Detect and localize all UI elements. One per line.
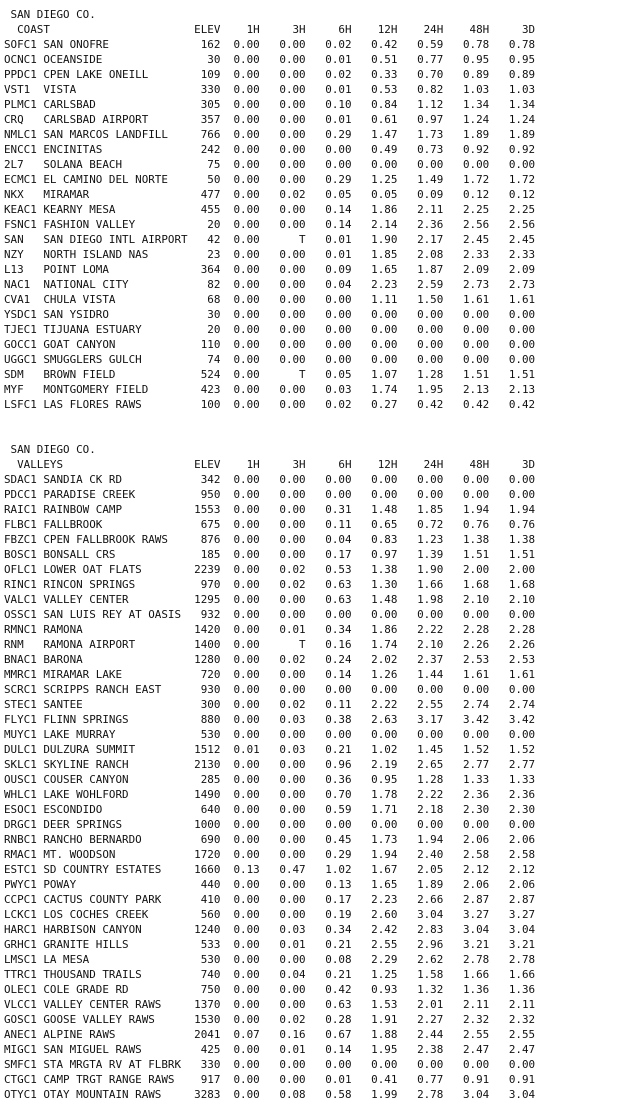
station-row: CCPC1 CACTUS COUNTY PARK 410 0.00 0.00 0.17 2.23 2.66 2.87 2.87 — [4, 893, 536, 906]
section-gap — [4, 412, 535, 442]
station-row: GOSC1 GOOSE VALLEY RAWS 1530 0.00 0.02 0.28 1.91 2.27 2.32 2.32 — [4, 1013, 536, 1026]
station-row: VALC1 VALLEY CENTER 1295 0.00 0.00 0.63 1.48 1.98 2.10 2.10 — [4, 593, 536, 606]
station-row: CTGC1 CAMP TRGT RANGE RAWS 917 0.00 0.00 0.01 0.41 0.77 0.91 0.91 — [4, 1073, 536, 1086]
station-row: BOSC1 BONSALL CRS 185 0.00 0.00 0.17 0.97 1.39 1.51 1.51 — [4, 548, 536, 561]
station-row: SOFC1 SAN ONOFRE 162 0.00 0.00 0.02 0.42 0.59 0.78 0.78 — [4, 38, 536, 51]
station-row: UGGC1 SMUGGLERS GULCH 74 0.00 0.00 0.00 0.00 0.00 0.00 0.00 — [4, 353, 536, 366]
station-row: RMNC1 RAMONA 1420 0.00 0.01 0.34 1.86 2.22 2.28 2.28 — [4, 623, 536, 636]
station-row: RINC1 RINCON SPRINGS 970 0.00 0.02 0.63 1.30 1.66 1.68 1.68 — [4, 578, 536, 591]
station-row: DULC1 DULZURA SUMMIT 1512 0.01 0.03 0.21 1.02 1.45 1.52 1.52 — [4, 743, 536, 756]
station-row: SMFC1 STA MRGTA RV AT FLBRK 330 0.00 0.00 0.00 0.00 0.00 0.00 0.00 — [4, 1058, 536, 1071]
station-row: PPDC1 CPEN LAKE ONEILL 109 0.00 0.00 0.02 0.33 0.70 0.89 0.89 — [4, 68, 536, 81]
station-row: RNBC1 RANCHO BERNARDO 690 0.00 0.00 0.45 1.73 1.94 2.06 2.06 — [4, 833, 536, 846]
station-row: FLBC1 FALLBROOK 675 0.00 0.00 0.11 0.65 0.72 0.76 0.76 — [4, 518, 536, 531]
station-row: LSFC1 LAS FLORES RAWS 100 0.00 0.00 0.02 0.27 0.42 0.42 0.42 — [4, 398, 536, 411]
station-row: OSSC1 SAN LUIS REY AT OASIS 932 0.00 0.00 0.00 0.00 0.00 0.00 0.00 — [4, 608, 536, 621]
station-row: TTRC1 THOUSAND TRAILS 740 0.00 0.04 0.21 1.25 1.58 1.66 1.66 — [4, 968, 536, 981]
station-row: PLMC1 CARLSBAD 305 0.00 0.00 0.10 0.84 1.12 1.34 1.34 — [4, 98, 536, 111]
station-row: CRQ CARLSBAD AIRPORT 357 0.00 0.00 0.01 0.61 0.97 1.24 1.24 — [4, 113, 536, 126]
station-row: 2L7 SOLANA BEACH 75 0.00 0.00 0.00 0.00 0.00 0.00 0.00 — [4, 158, 536, 171]
station-row: FBZC1 CPEN FALLBROOK RAWS 876 0.00 0.00 0.04 0.83 1.23 1.38 1.38 — [4, 533, 536, 546]
station-row: FSNC1 FASHION VALLEY 20 0.00 0.00 0.14 2.14 2.36 2.56 2.56 — [4, 218, 536, 231]
station-row: BNAC1 BARONA 1280 0.00 0.02 0.24 2.02 2.37 2.53 2.53 — [4, 653, 536, 666]
station-row: SCRC1 SCRIPPS RANCH EAST 930 0.00 0.00 0.00 0.00 0.00 0.00 0.00 — [4, 683, 536, 696]
station-row: NZY NORTH ISLAND NAS 23 0.00 0.00 0.01 1.85 2.08 2.33 2.33 — [4, 248, 536, 261]
station-row: NAC1 NATIONAL CITY 82 0.00 0.00 0.04 2.23 2.59 2.73 2.73 — [4, 278, 536, 291]
station-row: L13 POINT LOMA 364 0.00 0.00 0.09 1.65 1.87 2.09 2.09 — [4, 263, 536, 276]
station-row: FLYC1 FLINN SPRINGS 880 0.00 0.03 0.38 2.63 3.17 3.42 3.42 — [4, 713, 536, 726]
station-row: NKX MIRAMAR 477 0.00 0.02 0.05 0.05 0.09 0.12 0.12 — [4, 188, 536, 201]
station-row: ESOC1 ESCONDIDO 640 0.00 0.00 0.59 1.71 2.18 2.30 2.30 — [4, 803, 536, 816]
station-row: MMRC1 MIRAMAR LAKE 720 0.00 0.00 0.14 1.26 1.44 1.61 1.61 — [4, 668, 536, 681]
station-row: OFLC1 LOWER OAT FLATS 2239 0.00 0.02 0.53 1.38 1.90 2.00 2.00 — [4, 563, 536, 576]
station-row: VST1 VISTA 330 0.00 0.00 0.01 0.53 0.82 1.03 1.03 — [4, 83, 536, 96]
station-row: OUSC1 COUSER CANYON 285 0.00 0.00 0.36 0.95 1.28 1.33 1.33 — [4, 773, 536, 786]
station-row: RMAC1 MT. WOODSON 1720 0.00 0.00 0.29 1.94 2.40 2.58 2.58 — [4, 848, 536, 861]
station-row: NMLC1 SAN MARCOS LANDFILL 766 0.00 0.00 0.29 1.47 1.73 1.89 1.89 — [4, 128, 536, 141]
station-row: ANEC1 ALPINE RAWS 2041 0.07 0.16 0.67 1.88 2.44 2.55 2.55 — [4, 1028, 536, 1041]
station-row: KEAC1 KEARNY MESA 455 0.00 0.00 0.14 1.86 2.11 2.25 2.25 — [4, 203, 536, 216]
station-row: OCNC1 OCEANSIDE 30 0.00 0.00 0.01 0.51 0.77 0.95 0.95 — [4, 53, 536, 66]
county-heading: SAN DIEGO CO. — [4, 8, 96, 21]
station-row: ECMC1 EL CAMINO DEL NORTE 50 0.00 0.00 0.29 1.25 1.49 1.72 1.72 — [4, 173, 536, 186]
county-heading: SAN DIEGO CO. — [4, 443, 96, 456]
station-row: PDCC1 PARADISE CREEK 950 0.00 0.00 0.00 0.00 0.00 0.00 0.00 — [4, 488, 536, 501]
station-row: GRHC1 GRANITE HILLS 533 0.00 0.01 0.21 2.55 2.96 3.21 3.21 — [4, 938, 536, 951]
station-row: OTYC1 OTAY MOUNTAIN RAWS 3283 0.00 0.08 0.58 1.99 2.78 3.04 3.04 — [4, 1088, 536, 1101]
station-row: VLCC1 VALLEY CENTER RAWS 1370 0.00 0.00 0.63 1.53 2.01 2.11 2.11 — [4, 998, 536, 1011]
station-row: LMSC1 LA MESA 530 0.00 0.00 0.08 2.29 2.62 2.78 2.78 — [4, 953, 536, 966]
station-row: TJEC1 TIJUANA ESTUARY 20 0.00 0.00 0.00 0.00 0.00 0.00 0.00 — [4, 323, 536, 336]
station-row: PWYC1 POWAY 440 0.00 0.00 0.13 1.65 1.89 2.06 2.06 — [4, 878, 536, 891]
region-header-row: VALLEYS ELEV 1H 3H 6H 12H 24H 48H 3D — [4, 458, 536, 471]
station-row: MIGC1 SAN MIGUEL RAWS 425 0.00 0.01 0.14 1.95 2.38 2.47 2.47 — [4, 1043, 536, 1056]
station-row: RNM RAMONA AIRPORT 1400 0.00 T 0.16 1.74 2.10 2.26 2.26 — [4, 638, 536, 651]
station-row: DRGC1 DEER SPRINGS 1000 0.00 0.00 0.00 0.00 0.00 0.00 0.00 — [4, 818, 536, 831]
station-row: SDM BROWN FIELD 524 0.00 T 0.05 1.07 1.28 1.51 1.51 — [4, 368, 536, 381]
station-row: OLEC1 COLE GRADE RD 750 0.00 0.00 0.42 0.93 1.32 1.36 1.36 — [4, 983, 536, 996]
region-header-row: COAST ELEV 1H 3H 6H 12H 24H 48H 3D — [4, 23, 536, 36]
station-row: YSDC1 SAN YSIDRO 30 0.00 0.00 0.00 0.00 0.00 0.00 0.00 — [4, 308, 536, 321]
rainfall-report — [4, 7, 535, 1102]
station-row: WHLC1 LAKE WOHLFORD 1490 0.00 0.00 0.70 1.78 2.22 2.36 2.36 — [4, 788, 536, 801]
station-row: MUYC1 LAKE MURRAY 530 0.00 0.00 0.00 0.00 0.00 0.00 0.00 — [4, 728, 536, 741]
station-row: STEC1 SANTEE 300 0.00 0.02 0.11 2.22 2.55 2.74 2.74 — [4, 698, 536, 711]
station-row: SKLC1 SKYLINE RANCH 2130 0.00 0.00 0.96 2.19 2.65 2.77 2.77 — [4, 758, 536, 771]
station-row: ENCC1 ENCINITAS 242 0.00 0.00 0.00 0.49 0.73 0.92 0.92 — [4, 143, 536, 156]
station-row: RAIC1 RAINBOW CAMP 1553 0.00 0.00 0.31 1.48 1.85 1.94 1.94 — [4, 503, 536, 516]
station-row: HARC1 HARBISON CANYON 1240 0.00 0.03 0.34 2.42 2.83 3.04 3.04 — [4, 923, 536, 936]
station-row: CVA1 CHULA VISTA 68 0.00 0.00 0.00 1.11 1.50 1.61 1.61 — [4, 293, 536, 306]
station-row: ESTC1 SD COUNTRY ESTATES 1660 0.13 0.47 1.02 1.67 2.05 2.12 2.12 — [4, 863, 536, 876]
station-row: LCKC1 LOS COCHES CREEK 560 0.00 0.00 0.19 2.60 3.04 3.27 3.27 — [4, 908, 536, 921]
station-row: GOCC1 GOAT CANYON 110 0.00 0.00 0.00 0.00 0.00 0.00 0.00 — [4, 338, 536, 351]
station-row: SDAC1 SANDIA CK RD 342 0.00 0.00 0.00 0.00 0.00 0.00 0.00 — [4, 473, 536, 486]
station-row: MYF MONTGOMERY FIELD 423 0.00 0.00 0.03 1.74 1.95 2.13 2.13 — [4, 383, 536, 396]
station-row: SAN SAN DIEGO INTL AIRPORT 42 0.00 T 0.01 1.90 2.17 2.45 2.45 — [4, 233, 536, 246]
